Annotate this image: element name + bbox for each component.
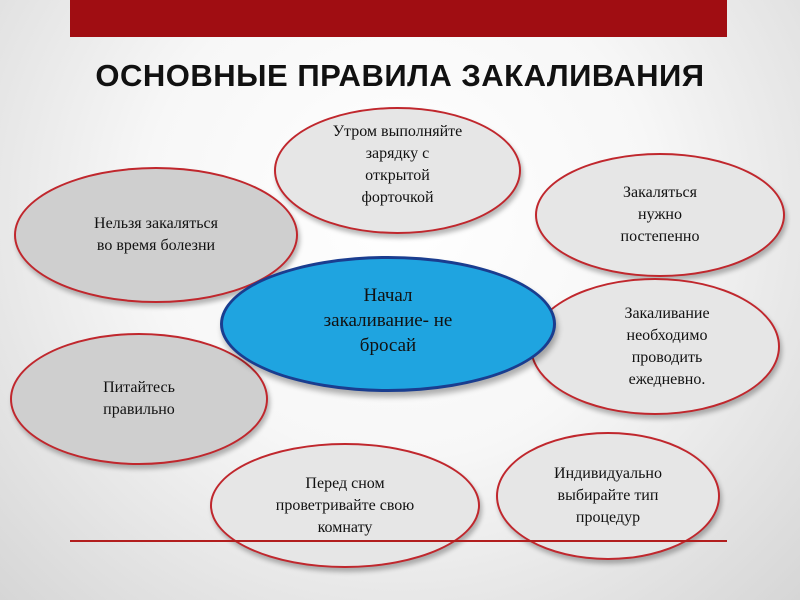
center-label: Начал закаливание- не бросай <box>323 284 453 356</box>
slide-title: ОСНОВНЫЕ ПРАВИЛА ЗАКАЛИВАНИЯ <box>95 58 705 93</box>
node-label: Индивидуально выбирайте тип процедур <box>554 465 662 526</box>
node-morning-exercise <box>274 107 521 234</box>
top-accent-bar <box>70 0 727 37</box>
node-gradually <box>535 153 785 277</box>
node-label: Нельзя закаляться во время болезни <box>94 215 218 254</box>
node-label: Утром выполняйте зарядку с открытой форточкой <box>332 122 463 206</box>
node-daily <box>530 278 780 415</box>
bottom-divider-line <box>70 540 727 542</box>
node-label: Питайтесь правильно <box>103 379 175 418</box>
center-node <box>220 256 556 392</box>
node-eat-right <box>10 333 268 465</box>
node-label: Перед сном проветривайте свою комнату <box>275 474 415 536</box>
node-label: Закаляться нужно постепенно <box>620 184 700 245</box>
node-ventilate-room <box>210 443 480 568</box>
node-label: Закаливание необходимо проводить ежедневно. <box>624 304 710 388</box>
